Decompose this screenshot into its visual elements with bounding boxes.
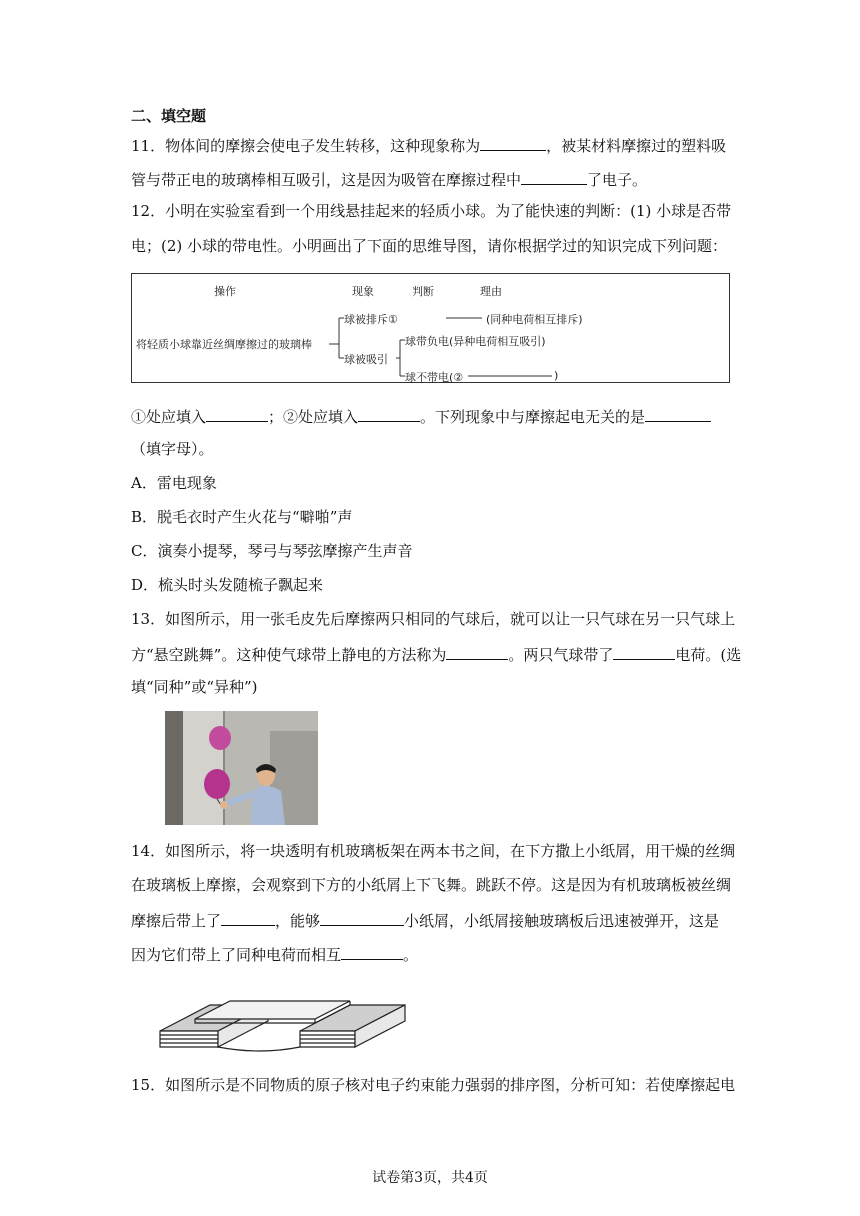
q14-text: 摩擦后带上了 bbox=[131, 912, 222, 930]
q15-line1: 15．如图所示是不同物质的原子核对电子约束能力强弱的排序图，分析可知：若使摩擦起电 bbox=[131, 1076, 736, 1094]
q14-line3 bbox=[131, 909, 719, 931]
section-title: 二、填空题 bbox=[131, 107, 207, 125]
q12-line2: 电；(2) 小球的带电性。小明画出了下面的思维导图，请你根据学过的知识完成下列问题： bbox=[131, 237, 728, 255]
attract-text: 球被吸引 bbox=[344, 353, 388, 366]
header-operation: 操作 bbox=[214, 285, 236, 298]
q12-line1: 12．小明在实验室看到一个用线悬挂起来的轻质小球。为了能快速的判断：(1) 小球是否带 bbox=[131, 202, 732, 220]
q14-text: 因为它们带上了同种电荷而相互 bbox=[131, 946, 342, 964]
answer-blank[interactable] bbox=[446, 643, 508, 660]
q13-line2 bbox=[131, 643, 741, 665]
q13-line3: 填“同种”或“异种”) bbox=[131, 678, 258, 696]
answer-blank[interactable] bbox=[221, 909, 275, 926]
q14-line1: 14．如图所示，将一块透明有机玻璃板架在两本书之间，在下方撒上小纸屑，用干燥的丝绸 bbox=[131, 842, 736, 860]
q12-text: ①处应填入 bbox=[131, 408, 207, 426]
option-c: C．演奏小提琴，琴弓与琴弦摩擦产生声音 bbox=[131, 542, 413, 560]
q14-text: 。 bbox=[403, 946, 419, 964]
uncharged-end: ) bbox=[554, 369, 559, 382]
answer-blank[interactable] bbox=[341, 943, 403, 960]
q11-text: 了电子。 bbox=[587, 171, 648, 189]
q12-text: ；②处应填入 bbox=[268, 408, 359, 426]
mind-map-diagram bbox=[131, 273, 730, 383]
operation-text: 将轻质小球靠近丝绸摩擦过的玻璃棒 bbox=[136, 338, 312, 351]
answer-blank[interactable] bbox=[206, 405, 268, 422]
q11-line1 bbox=[131, 134, 726, 156]
q14-text: 小纸屑，小纸屑接触玻璃板后迅速被弹开，这是 bbox=[404, 912, 720, 930]
answer-blank[interactable] bbox=[480, 134, 546, 151]
repel-text: 球被排斥① bbox=[344, 313, 398, 326]
header-phenomenon: 现象 bbox=[352, 285, 374, 298]
q14-line2: 在玻璃板上摩擦，会观察到下方的小纸屑上下飞舞。跳跃不停。这是因为有机玻璃板被丝绸 bbox=[131, 876, 732, 894]
answer-blank[interactable] bbox=[358, 405, 420, 422]
q11-text: 管与带正电的玻璃棒相互吸引，这是因为吸管在摩擦过程中 bbox=[131, 171, 522, 189]
repel-reason: (同种电荷相互排斥) bbox=[486, 313, 583, 326]
q11-text: 11．物体间的摩擦会使电子发生转移，这种现象称为 bbox=[131, 137, 481, 155]
q11-line2 bbox=[131, 168, 647, 190]
negative-text: 球带负电(异种电荷相互吸引) bbox=[405, 335, 546, 348]
q12-fill-line2: （填字母）。 bbox=[131, 440, 214, 458]
q13-text: 。两只气球带了 bbox=[508, 646, 614, 664]
q12-text: 。下列现象中与摩擦起电无关的是 bbox=[420, 408, 646, 426]
q11-text: ，被某材料摩擦过的塑料吸 bbox=[546, 137, 727, 155]
q13-text: 方“悬空跳舞”。这种使气球带上静电的方法称为 bbox=[131, 646, 447, 664]
option-d: D．梳头时头发随梳子飘起来 bbox=[131, 576, 324, 594]
q12-fill-line bbox=[131, 405, 711, 427]
option-a: A．雷电现象 bbox=[131, 474, 217, 492]
q13-line1: 13．如图所示，用一张毛皮先后摩擦两只相同的气球后，就可以让一只气球在另一只气球上 bbox=[131, 610, 736, 628]
q14-text: ，能够 bbox=[275, 912, 321, 930]
answer-blank[interactable] bbox=[320, 909, 404, 926]
answer-blank[interactable] bbox=[521, 168, 587, 185]
q14-line4 bbox=[131, 943, 418, 965]
header-reason: 理由 bbox=[480, 285, 502, 298]
uncharged-text: 球不带电(② bbox=[405, 371, 464, 384]
balloon-photo bbox=[165, 711, 318, 825]
answer-blank[interactable] bbox=[613, 643, 675, 660]
option-b: B．脱毛衣时产生火花与“噼啪”声 bbox=[131, 508, 353, 526]
answer-blank[interactable] bbox=[645, 405, 711, 422]
page-footer: 试卷第3页，共4页 bbox=[372, 1170, 488, 1186]
q13-text: 电荷。(选 bbox=[675, 646, 742, 664]
header-judgement: 判断 bbox=[412, 285, 434, 298]
glass-plate-diagram bbox=[150, 975, 410, 1055]
